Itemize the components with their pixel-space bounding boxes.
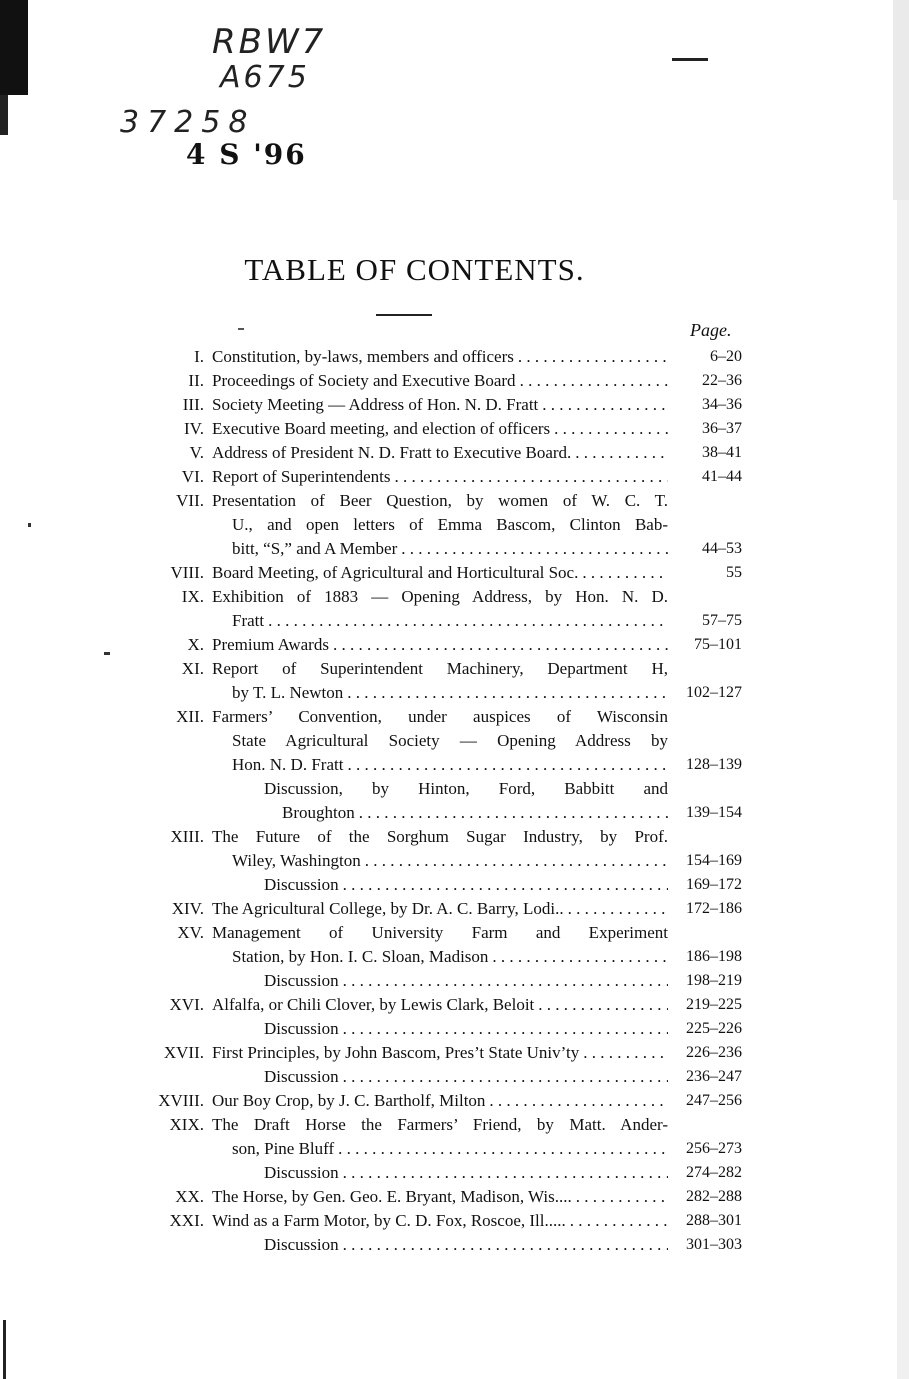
toc-entry-page: 274–282 <box>686 1164 742 1181</box>
dot-leader <box>333 633 668 657</box>
handwritten-call-number-line2: A675 <box>220 60 310 95</box>
toc-entry-page: 128–139 <box>686 756 742 773</box>
toc-entry-text: The Agricultural College, by Dr. A. C. Barry, Lodi.. <box>212 899 564 918</box>
toc-entry-line <box>212 369 668 393</box>
dot-leader <box>520 369 668 393</box>
toc-entry-number: X. <box>187 635 204 654</box>
toc-entry-number: V. <box>189 443 204 462</box>
handwritten-dash <box>672 58 708 61</box>
dot-leader <box>568 897 668 921</box>
toc-entry-text: Address of President N. D. Fratt to Executive Board. <box>212 443 572 462</box>
handwritten-accession-number: 37258 <box>120 105 256 140</box>
toc-entry-text: Executive Board meeting, and election of officers <box>212 419 551 438</box>
dot-leader <box>343 1233 668 1257</box>
toc-entry-line <box>212 393 668 417</box>
dot-leader <box>347 681 668 705</box>
toc-entry-text: son, Pine Bluff <box>232 1139 335 1158</box>
dot-leader <box>492 945 668 969</box>
toc-entry-line <box>232 513 668 537</box>
dot-leader <box>268 609 668 633</box>
scan-edge-left <box>0 0 28 95</box>
toc-entry-number: VII. <box>176 491 204 510</box>
toc-entry-line <box>264 969 668 993</box>
toc-entry-text: Management of University Farm and Experiment <box>212 923 668 942</box>
toc-entry-text: bitt, “S,” and A Member <box>232 539 398 558</box>
toc-entry-text: Our Boy Crop, by J. C. Bartholf, Milton <box>212 1091 486 1110</box>
toc-entry-line <box>232 1137 668 1161</box>
toc-entry-line <box>232 609 668 633</box>
toc-entry-text: Discussion <box>264 971 339 990</box>
page-column-heading: Page. <box>690 320 732 340</box>
dot-leader <box>343 969 668 993</box>
toc-entry-line <box>212 633 668 657</box>
toc-entry-text: Discussion <box>264 1163 339 1182</box>
toc-entry-text: Alfalfa, or Chili Clover, by Lewis Clark, Beloit <box>212 995 535 1014</box>
dot-leader <box>554 417 668 441</box>
toc-entry-line <box>212 489 668 513</box>
toc-entry-line <box>232 681 668 705</box>
toc-entry-number: VI. <box>181 467 204 486</box>
toc-entry-page: 38–41 <box>702 444 742 461</box>
toc-entry-line <box>212 657 668 681</box>
toc-entry-line <box>232 945 668 969</box>
toc-entry-page: 198–219 <box>686 972 742 989</box>
toc-entry-number: IX. <box>181 587 204 606</box>
toc-entry-number: XVII. <box>163 1043 204 1062</box>
toc-entry-number: III. <box>182 395 204 414</box>
toc-entry-text: by T. L. Newton <box>232 683 344 702</box>
toc-entry-line <box>212 465 668 489</box>
toc-entry-line <box>232 849 668 873</box>
toc-entry-number: II. <box>188 371 204 390</box>
toc-entry-text: Presentation of Beer Question, by women of W. C. T. <box>212 491 668 510</box>
dot-leader <box>343 1017 668 1041</box>
scan-edge-bottom-left <box>3 1320 6 1379</box>
toc-entry-text: Wiley, Washington <box>232 851 361 870</box>
toc-entry-text: The Draft Horse the Farmers’ Friend, by Matt. Ander- <box>212 1115 668 1134</box>
toc-entry-line <box>212 1089 668 1113</box>
toc-entry-text: Discussion <box>264 1067 339 1086</box>
toc-entry-number: XVIII. <box>158 1091 204 1110</box>
toc-entry-line <box>232 537 668 561</box>
toc-entry-text: Report of Superintendent Machinery, Department H, <box>212 659 668 678</box>
toc-entry-page: 34–36 <box>702 396 742 413</box>
toc-entry-line <box>212 441 668 465</box>
toc-entry-page: 282–288 <box>686 1188 742 1205</box>
toc-entry-page: 256–273 <box>686 1140 742 1157</box>
toc-entry-text: Fratt <box>232 611 265 630</box>
toc-entry-page: 36–37 <box>702 420 742 437</box>
toc-entry-line <box>212 585 668 609</box>
handwritten-call-number-line1: RBW7 <box>212 22 327 62</box>
toc-entry-number: XII. <box>176 707 204 726</box>
toc-entry-line <box>264 873 668 897</box>
toc-entry-number: XIX. <box>169 1115 204 1134</box>
toc-entry-text: Proceedings of Society and Executive Board <box>212 371 516 390</box>
dot-leader <box>401 537 668 561</box>
toc-entry-line <box>212 921 668 945</box>
toc-entry-line <box>212 345 668 369</box>
scan-edge-right-top <box>893 0 909 200</box>
toc-entry-line <box>212 705 668 729</box>
toc-entry-text: Exhibition of 1883 — Opening Address, by Hon. N. D. <box>212 587 668 606</box>
toc-entry-text: Hon. N. D. Fratt <box>232 755 344 774</box>
toc-entry-line <box>264 1233 668 1257</box>
toc-entry-page: 22–36 <box>702 372 742 389</box>
dot-leader <box>338 1137 668 1161</box>
toc-entry-text: Discussion <box>264 1235 339 1254</box>
dot-leader <box>343 1161 668 1185</box>
stray-mark <box>28 523 31 527</box>
toc-entry-page: 55 <box>726 564 742 581</box>
toc-entry-text: First Principles, by John Bascom, Pres’t State Univ’ty <box>212 1043 580 1062</box>
toc-entry-page: 172–186 <box>686 900 742 917</box>
dot-leader <box>538 993 668 1017</box>
toc-entry-text: Report of Superintendents <box>212 467 391 486</box>
toc-entry-page: 169–172 <box>686 876 742 893</box>
dot-leader <box>343 873 668 897</box>
toc-entry-line <box>212 1041 668 1065</box>
toc-entry-line <box>264 777 668 801</box>
toc-entry-line <box>264 1065 668 1089</box>
dot-leader <box>570 1209 668 1233</box>
dot-leader <box>394 465 668 489</box>
toc-entry-text: Society Meeting — Address of Hon. N. D. Fratt <box>212 395 539 414</box>
toc-entry-page: 247–256 <box>686 1092 742 1109</box>
toc-entry-number: XXI. <box>169 1211 204 1230</box>
toc-entry-page: 301–303 <box>686 1236 742 1253</box>
toc-entry-line <box>212 1185 668 1209</box>
toc-entry-number: VIII. <box>170 563 204 582</box>
page-title: TABLE OF CONTENTS. <box>244 252 585 287</box>
toc-entry-page: 288–301 <box>686 1212 742 1229</box>
toc-entry-text: Farmers’ Convention, under auspices of Wisconsin <box>212 707 668 726</box>
toc-entry-line <box>212 1113 668 1137</box>
toc-entry-page: 75–101 <box>694 636 742 653</box>
toc-entry-page: 219–225 <box>686 996 742 1013</box>
toc-entry-page: 41–44 <box>702 468 742 485</box>
toc-entry-number: IV. <box>184 419 204 438</box>
toc-entry-number: XI. <box>181 659 204 678</box>
toc-entry-page: 6–20 <box>710 348 742 365</box>
date-stamp: 4 S '96 <box>186 138 307 171</box>
toc-entry-text: State Agricultural Society — Opening Address by <box>232 731 668 750</box>
toc-entry-number: XVI. <box>169 995 204 1014</box>
toc-entry-line <box>232 729 668 753</box>
scan-edge-left-lower <box>0 95 8 135</box>
toc-entry-text: Board Meeting, of Agricultural and Horticultural Soc. <box>212 563 579 582</box>
toc-entry-number: I. <box>194 347 204 366</box>
toc-entry-text: Discussion <box>264 1019 339 1038</box>
toc-entry-number: XIV. <box>171 899 204 918</box>
toc-entry-line <box>212 993 668 1017</box>
toc-entry-number: XIII. <box>170 827 204 846</box>
stray-mark <box>238 328 244 330</box>
toc-entry-text: Broughton <box>282 803 355 822</box>
toc-entry-text: Station, by Hon. I. C. Sloan, Madison <box>232 947 489 966</box>
toc-entry-line <box>212 417 668 441</box>
toc-entry-page: 139–154 <box>686 804 742 821</box>
toc-entry-line <box>264 1017 668 1041</box>
dot-leader <box>576 1185 668 1209</box>
dot-leader <box>343 1065 668 1089</box>
dot-leader <box>347 753 668 777</box>
toc-entry-line <box>212 825 668 849</box>
dot-leader <box>365 849 668 873</box>
dot-leader <box>489 1089 668 1113</box>
toc-entry-number: XV. <box>177 923 204 942</box>
toc-entry-page: 154–169 <box>686 852 742 869</box>
toc-entry-text: Constitution, by-laws, members and officers <box>212 347 514 366</box>
toc-entry-page: 236–247 <box>686 1068 742 1085</box>
toc-entry-text: Discussion <box>264 875 339 894</box>
dot-leader <box>359 801 668 825</box>
dot-leader <box>583 1041 668 1065</box>
toc-entry-text: The Future of the Sorghum Sugar Industry, by Prof. <box>212 827 668 846</box>
toc-entry-text: Premium Awards <box>212 635 329 654</box>
toc-entry-line <box>264 1161 668 1185</box>
toc-entry-text: Discussion, by Hinton, Ford, Babbitt and <box>264 779 668 798</box>
toc-entry-line <box>232 753 668 777</box>
toc-entry-page: 44–53 <box>702 540 742 557</box>
toc-entry-line <box>212 1209 668 1233</box>
scan-edge-right <box>897 200 909 1379</box>
toc-entry-page: 57–75 <box>702 612 742 629</box>
dot-leader <box>582 561 668 585</box>
toc-entry-line <box>212 897 668 921</box>
dot-leader <box>518 345 668 369</box>
toc-entry-page: 225–226 <box>686 1020 742 1037</box>
toc-entry-page: 102–127 <box>686 684 742 701</box>
toc-entry-text: U., and open letters of Emma Bascom, Clinton Bab- <box>232 515 668 534</box>
dot-leader <box>575 441 668 465</box>
toc-entry-page: 226–236 <box>686 1044 742 1061</box>
toc-entry-text: The Horse, by Gen. Geo. E. Bryant, Madison, Wis.... <box>212 1187 572 1206</box>
toc-entry-page: 186–198 <box>686 948 742 965</box>
toc-entry-number: XX. <box>175 1187 204 1206</box>
dot-leader <box>542 393 668 417</box>
toc-entry-line <box>282 801 668 825</box>
title-rule <box>376 314 432 316</box>
toc-entry-text: Wind as a Farm Motor, by C. D. Fox, Roscoe, Ill..... <box>212 1211 566 1230</box>
toc-entry-line <box>212 561 668 585</box>
